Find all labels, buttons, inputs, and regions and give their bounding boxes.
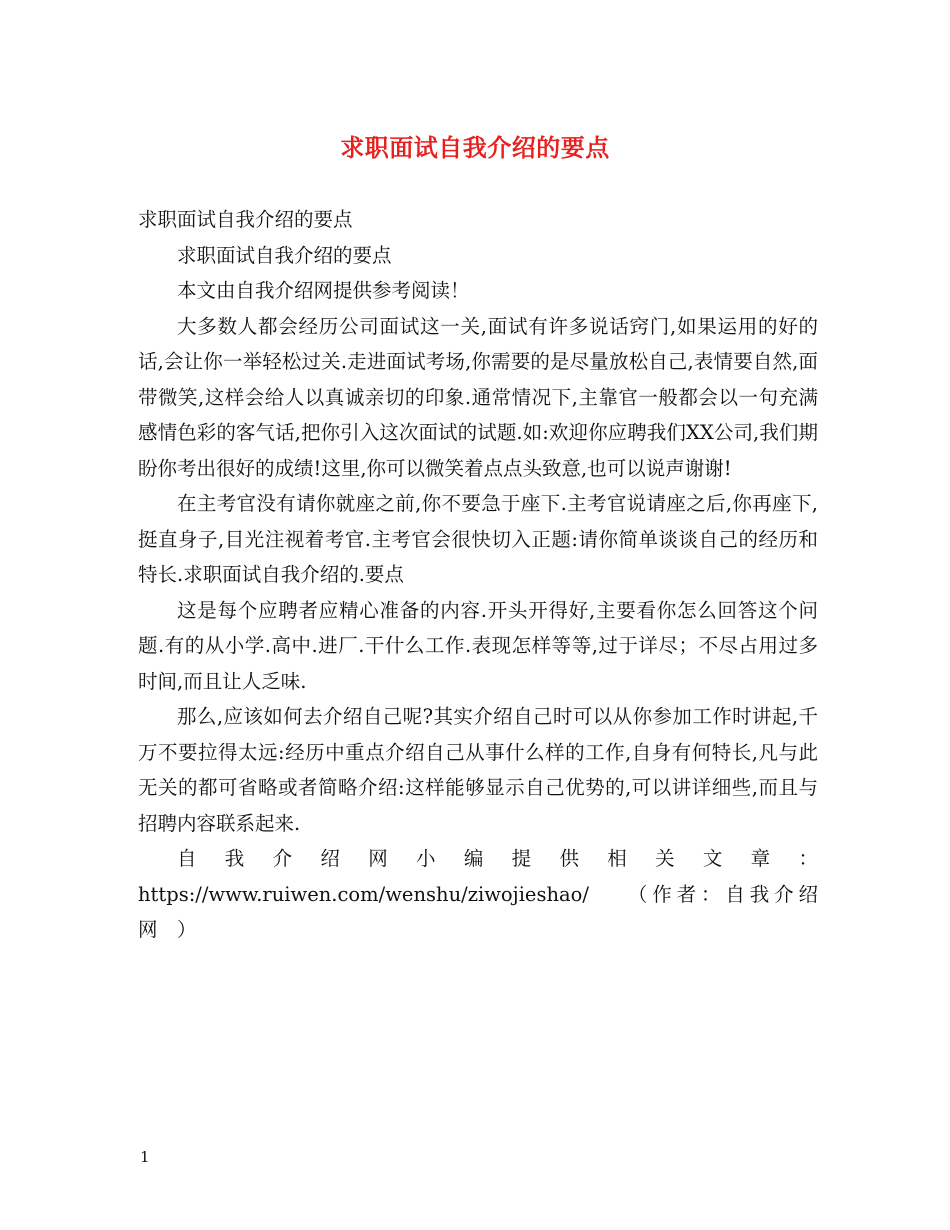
related-article-author: （作者：自我介绍网 ） xyxy=(138,882,818,941)
body-paragraph-2: 在主考官没有请你就座之前,你不要急于座下.主考官说请座之后,你再座下,挺直身子,目光注视着考官.主考官会很快切入正题:请你简单谈谈自己的经历和特长.求职面试自我介绍的.要点 xyxy=(138,492,818,586)
body-heading-paragraph: 求职面试自我介绍的要点 xyxy=(138,208,353,231)
body-paragraph-1: 大多数人都会经历公司面试这一关,面试有许多说话窍门,如果运用的好的话,会让你一举轻松过关.走进面试考场,你需要的是尽量放松自己,表情要自然,面带微笑,这样会给人以真诚亲切的印象.通常情况下,主靠官一般都会以一句充满感情色彩的客气话,把你引入这次面试的试题.如:欢迎你应聘我们XX公司,我们期盼你考出很好的成绩!这里,你可以微笑着点点头致意,也可以说声谢谢! xyxy=(138,314,818,480)
body-paragraph-3: 这是每个应聘者应精心准备的内容.开头开得好,主要看你怎么回答这个问题.有的从小学.高中.进厂.干什么工作.表现怎样等等,过于详尽；不尽占用过多时间,而且让人乏味. xyxy=(138,598,818,693)
body-paragraph-4: 那么,应该如何去介绍自己呢?其实介绍自己时可以从你参加工作时讲起,千万不要拉得太远:经历中重点介绍自己从事什么样的工作,自身有何特长,凡与此无关的都可省略或者简略介绍:这样能够显示自己优势的,可以讲详细些,而且与招聘内容联系起来. xyxy=(138,705,818,835)
source-note-paragraph: 本文由自我介绍网提供参考阅读！ xyxy=(177,279,470,302)
related-articles-line xyxy=(138,877,818,948)
page-number: 1 xyxy=(140,1148,150,1166)
related-articles-lead: 自我介绍网小编提供相关文章： xyxy=(177,847,818,870)
document-title: 求职面试自我介绍的要点 xyxy=(340,133,610,162)
body-subheading-paragraph: 求职面试自我介绍的要点 xyxy=(177,243,392,267)
document-body xyxy=(138,202,818,948)
related-article-link[interactable]: https://www.ruiwen.com/wenshu/ziwojieshao/ xyxy=(138,882,589,906)
